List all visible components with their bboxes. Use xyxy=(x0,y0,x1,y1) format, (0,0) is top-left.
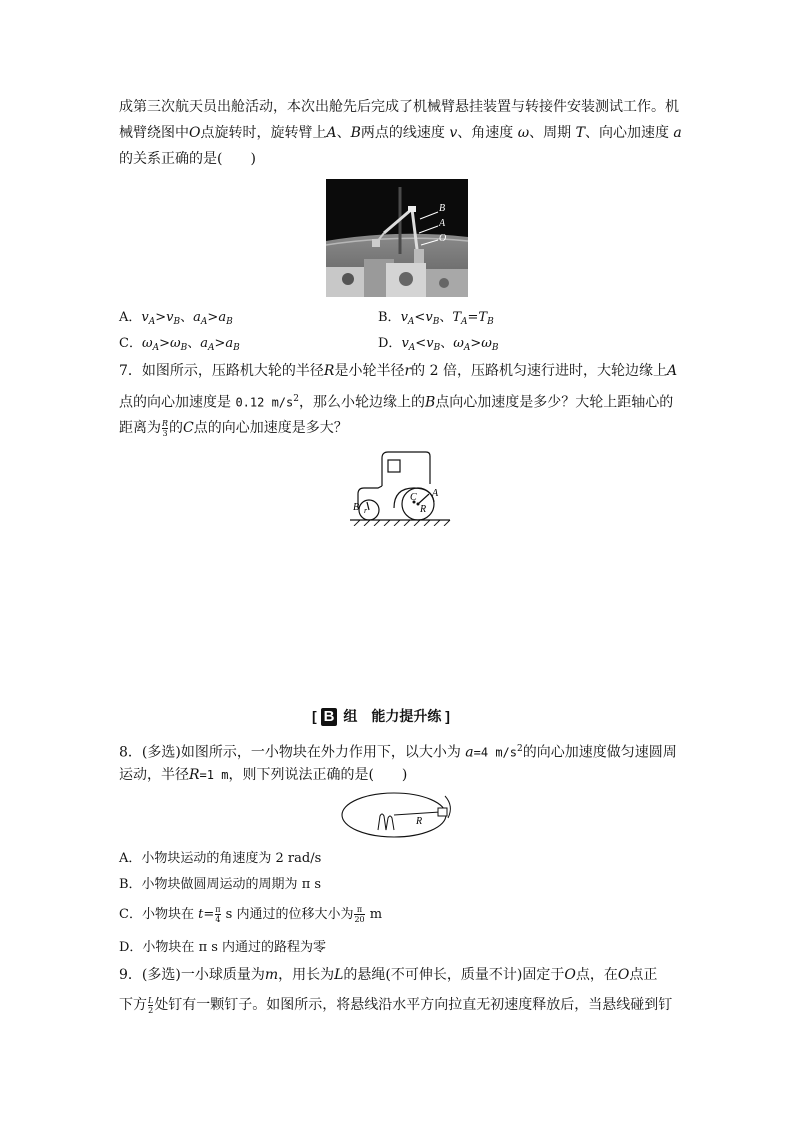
truck-label-r-small: r xyxy=(364,506,368,515)
photo-label-b: B xyxy=(439,203,446,214)
q6-option-a[interactable]: A．$v_A>v_B$、$a_A>a_B$ xyxy=(119,310,233,327)
q6-stem-line1: 成第三次航天员出舱活动，本次出舱先后完成了机械臂悬挂装置与转接件安装测试工作。机 xyxy=(119,99,679,115)
fraction-r-over-3: $\frac{R}{3}$ xyxy=(162,418,169,438)
q6-stem-line3: 的关系正确的是( ) xyxy=(119,151,256,167)
q8-option-b[interactable]: B．小物块做圆周运动的周期为 π s xyxy=(119,877,322,892)
truck-label-a: A xyxy=(432,488,439,499)
q8-line2: 运动，半径R=1 m，则下列说法正确的是( ) xyxy=(119,767,408,783)
photo-label-o: O xyxy=(439,233,447,244)
q8-option-c[interactable]: C．小物块在 t= $\frac{\pi}{4}$ s 内通过的位移大小为 $\frac{\pi}{20}$ m xyxy=(119,905,383,924)
q8-option-d[interactable]: D．小物块在 π s 内通过的路程为零 xyxy=(119,940,327,955)
circle-label-r: R xyxy=(416,816,423,827)
truck-label-r-big: R xyxy=(420,504,427,515)
truck-label-c: C xyxy=(410,492,417,503)
truck-label-b: B xyxy=(353,502,360,513)
q7-line2: 点的向心加速度是 0.12 $m/s^2$，那么小轮边缘上的B点向心加速度是多少？大轮上距轴心的 xyxy=(119,394,674,411)
q6-option-c[interactable]: C．$\omega_A>\omega_B$、$a_A>a_B$ xyxy=(119,336,240,353)
q9-line2: 下方 $\frac{L}{2}$ 处钉有一颗钉子。如图所示，将悬线沿水平方向拉直无初速度释放后，当悬线碰到钉 xyxy=(119,995,673,1015)
photo-label-a: A xyxy=(439,218,446,229)
road-roller-figure xyxy=(350,448,454,526)
q6-stem-line2: 械臂绕图中O点旋转时，旋转臂上A、B两点的线速度 v、角速度 ω、周期 T、向心加速度 a xyxy=(119,125,682,141)
q7-line1: 7．如图所示，压路机大轮的半径R是小轮半径r的 2 倍，压路机匀速行进时，大轮边缘上A xyxy=(119,363,678,379)
q7-line3: 距离为 $\frac{R}{3}$ 的C点的向心加速度是多大？ xyxy=(119,418,348,438)
circular-motion-figure xyxy=(340,788,455,841)
group-b-header: [ B 组 能力提升练 ] xyxy=(312,708,450,725)
space-station-arm-photo xyxy=(326,179,468,297)
q6-option-b[interactable]: B．$v_A<v_B$、$T_A=T_B$ xyxy=(378,310,494,327)
q8-option-a[interactable]: A．小物块运动的角速度为 2 rad/s xyxy=(119,851,322,866)
q6-option-d[interactable]: D．$v_A<v_B$、$\omega_A>\omega_B$ xyxy=(378,336,499,353)
fraction-l-over-2: $\frac{L}{2}$ xyxy=(148,995,154,1015)
q9-line1: 9．(多选)一小球质量为m，用长为L的悬绳(不可伸长，质量不计)固定于O点，在O点正 xyxy=(119,967,658,983)
q8-line1: 8．(多选)如图所示，一小物块在外力作用下，以大小为 a=4 $m/s^2$的向心加速度做匀速圆周 xyxy=(119,744,677,761)
group-b-letter: B xyxy=(321,708,338,726)
group-b-title: 组 能力提升练 xyxy=(343,708,442,724)
